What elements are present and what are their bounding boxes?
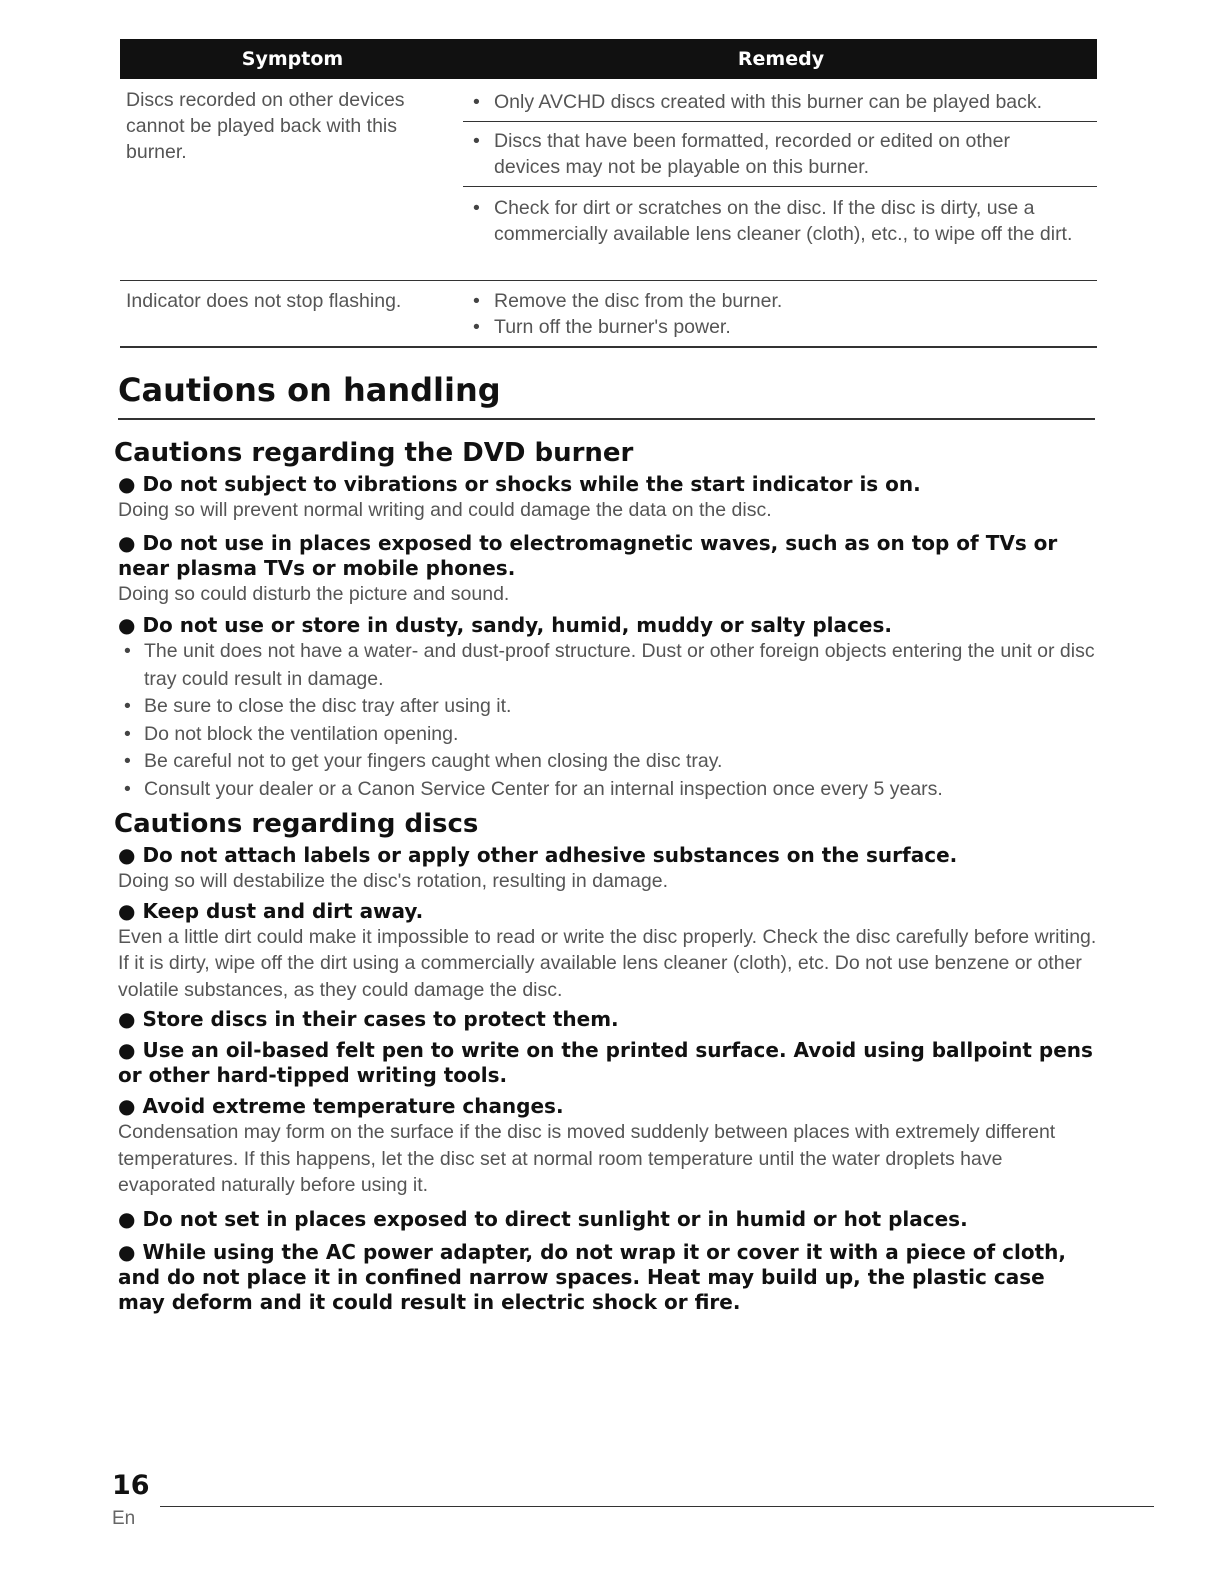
list-item: • Be sure to close the disc tray after using it. — [114, 693, 1098, 721]
remedy-item: • Only AVCHD discs created with this burner can be played back. — [472, 89, 1077, 115]
remedy-cell — [472, 89, 1077, 115]
remedy-item: • Check for dirt or scratches on the disc. If the disc is dirty, use a commercially available lens cleaner (cloth), etc., to wipe off the dirt. — [472, 195, 1077, 247]
remedy-item: • Turn off the burner's power. — [472, 314, 1077, 340]
symptom-cell: Indicator does not stop flashing. — [126, 290, 402, 312]
list-item: • Do not block the ventilation opening. — [114, 721, 1098, 749]
disc-cautions-heading: Cautions regarding discs — [114, 809, 479, 839]
list-item: • Be careful not to get your fingers caught when closing the disc tray. — [114, 748, 1098, 776]
language-code: En — [112, 1508, 136, 1529]
caution-text: Doing so will prevent normal writing and could damage the data on the disc. — [118, 499, 772, 521]
caution-text: Even a little dirt could make it impossible to read or write the disc properly. Check the disc carefully before writing. If it is dirty, wipe off the dirt using a commercially available lens cleaner (cloth), etc. Do not use benzene or other volatile substances, as they could damage the disc. — [118, 925, 1097, 1001]
caution-heading: ● Keep dust and dirt away. — [118, 898, 424, 923]
remedy-cell — [472, 195, 1077, 247]
table-bottom-rule — [120, 346, 1097, 348]
burner-cautions-heading: Cautions regarding the DVD burner — [114, 438, 634, 468]
bullet-dot-icon: ● — [118, 530, 136, 555]
caution-text: Doing so will destabilize the disc's rotation, resulting in damage. — [118, 870, 669, 892]
caution-text: Condensation may form on the surface if the disc is moved suddenly between places with extremely different temperatures. If this happens, let the disc set at normal room temperature until the water droplets have evaporated naturally before using it. — [118, 1121, 1056, 1196]
list-item: • Consult your dealer or a Canon Service Center for an internal inspection once every 5 years. — [114, 776, 1098, 804]
table-divider — [463, 121, 1097, 122]
table-divider — [120, 280, 1097, 281]
bullet-dot-icon: ● — [118, 472, 136, 496]
symptom-header: Symptom — [241, 48, 344, 70]
remedy-header: Remedy — [737, 48, 825, 70]
bullet-dot-icon: ● — [118, 843, 136, 867]
bullet-dot-icon: ● — [118, 1206, 136, 1231]
table-divider — [463, 186, 1097, 187]
caution-heading: ● Store discs in their cases to protect them. — [118, 1007, 619, 1031]
caution-heading: ● Do not subject to vibrations or shocks while the start indicator is on. — [118, 472, 921, 496]
footer-rule — [160, 1506, 1154, 1507]
page-number: 16 — [112, 1470, 150, 1501]
caution-heading: ● While using the AC power adapter, do not wrap it or cover it with a piece of cloth, and do not place it in confined narrow spaces. Heat may build up, the plastic case may deform and it could result in electric shock or fire. — [118, 1239, 1067, 1314]
bullet-dot-icon: ● — [118, 613, 136, 637]
bullet-dot-icon: ● — [118, 898, 136, 923]
section-title: Cautions on handling — [118, 371, 501, 409]
caution-heading: ● Do not attach labels or apply other adhesive substances on the surface. — [118, 843, 958, 867]
remedy-cell — [472, 288, 1077, 340]
caution-heading: ● Do not set in places exposed to direct sunlight or in humid or hot places. — [118, 1206, 968, 1231]
caution-heading: ● Do not use or store in dusty, sandy, humid, muddy or salty places. — [118, 613, 892, 637]
cautions-content — [114, 436, 1098, 1315]
caution-bullet-list — [114, 638, 1098, 803]
caution-text: Doing so could disturb the picture and sound. — [118, 582, 510, 605]
section-title-rule — [118, 418, 1095, 420]
bullet-dot-icon: ● — [118, 1239, 136, 1264]
table-header — [120, 39, 1097, 79]
caution-heading: ● Use an oil-based felt pen to write on the printed surface. Avoid using ballpoint pens or other hard-tipped writing tools. — [118, 1038, 1093, 1087]
remedy-item: • Discs that have been formatted, recorded or edited on other devices may not be playable on this burner. — [472, 128, 1077, 180]
remedy-cell — [472, 128, 1077, 180]
bullet-dot-icon: ● — [118, 1007, 136, 1031]
caution-heading: ● Do not use in places exposed to electromagnetic waves, such as on top of TVs or near plasma TVs or mobile phones. — [118, 530, 1058, 580]
remedy-item: • Remove the disc from the burner. — [472, 288, 1077, 314]
bullet-dot-icon: ● — [118, 1094, 136, 1118]
bullet-dot-icon: ● — [118, 1038, 136, 1062]
caution-heading: ● Avoid extreme temperature changes. — [118, 1094, 564, 1118]
symptom-cell: Discs recorded on other devices cannot be played back with this burner. — [126, 89, 405, 163]
list-item: • The unit does not have a water- and dust-proof structure. Dust or other foreign objects entering the unit or disc tray could result in damage. — [114, 638, 1098, 693]
